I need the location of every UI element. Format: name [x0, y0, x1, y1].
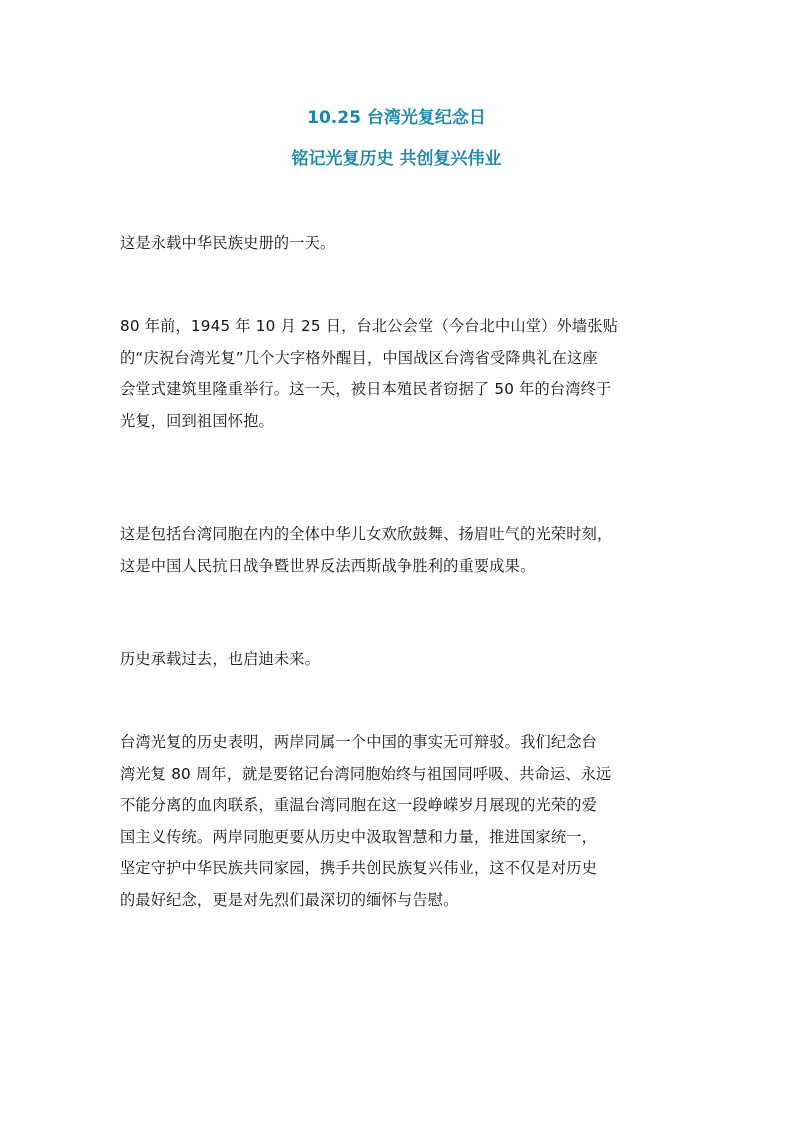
- paragraph-line: 的最好纪念，更是对先烈们最深切的缅怀与告慰。: [120, 890, 459, 909]
- paragraph-2: [120, 311, 680, 437]
- paragraph-line: 会堂式建筑里隆重举行。这一天，被日本殖民者窃据了 50 年的台湾终于: [120, 380, 612, 399]
- paragraph-4: [120, 644, 680, 676]
- paragraph-line: 80 年前，1945 年 10 月 25 日，台北公会堂（今台北中山堂）外墙张贴: [120, 317, 619, 335]
- paragraph-line: 这是包括台湾同胞在内的全体中华儿女欢欣鼓舞、扬眉吐气的光荣时刻，: [120, 525, 613, 543]
- paragraph-line: 这是永载中华民族史册的一天。: [120, 234, 336, 252]
- paragraph-1: [120, 228, 680, 260]
- paragraph-line: 坚定守护中华民族共同家园，携手共创民族复兴伟业，这不仅是对历史: [120, 859, 598, 878]
- paragraph-line: 不能分离的血肉联系，重温台湾同胞在这一段峥嵘岁月展现的光荣的爱: [120, 796, 598, 815]
- document-title: 10.25 台湾光复纪念日: [307, 108, 486, 128]
- paragraph-line: 台湾光复的历史表明，两岸同属一个中国的事实无可辩驳。我们纪念台: [120, 733, 598, 751]
- paragraph-line: 国主义传统。两岸同胞更要从历史中汲取智慧和力量，推进国家统一，: [120, 827, 598, 846]
- document-subtitle: 铭记光复历史 共创复兴伟业: [291, 149, 502, 169]
- paragraph-line: 湾光复 80 周年，就是要铭记台湾同胞始终与祖国同呼吸、共命运、永远: [120, 764, 612, 783]
- paragraph-line: 历史承载过去，也启迪未来。: [120, 650, 321, 668]
- paragraph-line: 的“庆祝台湾光复”几个大字格外醒目，中国战区台湾省受降典礼在这座: [120, 348, 598, 367]
- paragraph-line: 光复，回到祖国怀抱。: [120, 411, 274, 430]
- paragraph-5: [120, 727, 680, 917]
- paragraph-3: [120, 519, 680, 582]
- paragraph-line: 这是中国人民抗日战争暨世界反法西斯战争胜利的重要成果。: [120, 556, 536, 575]
